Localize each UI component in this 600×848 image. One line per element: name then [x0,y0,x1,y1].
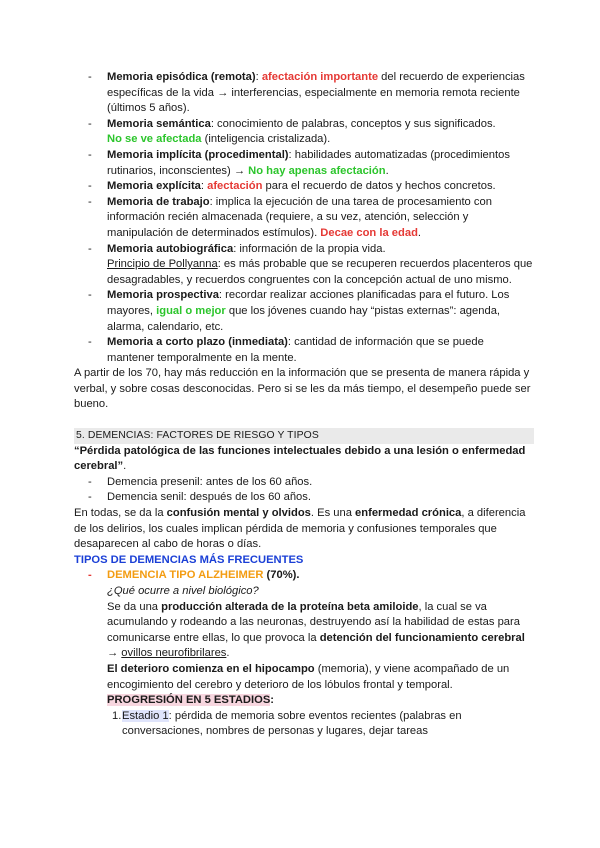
list-item: - Memoria a corto plazo (inmediata): cantidad de información que se puede mantener temporalmente en la mente. [88,336,484,364]
list-item: - Memoria semántica: conocimiento de palabras, conceptos y sus significados. No se ve afectada (inteligencia cristalizada). [88,117,496,146]
types-heading: TIPOS DE DEMENCIAS MÁS FRECUENTES [74,553,304,566]
section-heading: 5. DEMENCIAS: FACTORES DE RIESGO Y TIPOS [74,428,534,444]
alzheimer-paragraph-2: El deterioro comienza en el hipocampo (memoria), y viene acompañado de un encogimiento del cerebro y deterioro de los lóbulos frontal y temporal. [107,662,510,691]
confusion-paragraph: En todas, se da la confusión mental y olvidos. Es una enfermedad crónica, a diferencia de los delirios, los cuales implican pérdida de memoria y confusiones temporales que desaparecen al cabo de horas o días. [74,507,526,551]
biology-question: ¿Qué ocurre a nivel biológico? [107,585,259,597]
list-item: - Demencia senil: después de los 60 años. [88,491,311,504]
stage-item: 1. Estadio 1: pérdida de memoria sobre eventos recientes (palabras en conversaciones, nombres de personas y lugares, dejar tareas [112,709,462,738]
alzheimer-paragraph-1: Se da una producción alterada de la proteína beta amiloide, la cual se va acumulando y rodeando a las neuronas, destruyendo así la habilidad de estas para comunicarse entre ellas, lo que provoca la detención del funcionamiento cerebral → ovillos neurofibrilares. [107,600,525,660]
list-item: - Memoria episódica (remota): afectación importante del recuerdo de experiencias específicas de la vida → interferencias, especialmente en memoria remota reciente (últimos 5 años). [88,71,525,115]
list-item: - Memoria prospectiva: recordar realizar acciones planificadas para el futuro. Los mayores, igual o mejor que los jóvenes cuando hay “pistas externas”: agenda, alarma, calendario, etc. [88,289,510,333]
definition: “Pérdida patológica de las funciones intelectuales debido a una lesión o enfermedad cerebral”. [74,444,526,473]
list-item: - Memoria autobiográfica: información de la propia vida. Principio de Pollyanna: es más probable que se recuperen recuerdos placenteros que desagradables, y recuerdos congruentes con la concepción actual de uno mismo. [88,242,533,286]
list-item: - Demencia presenil: antes de los 60 años. [88,475,313,488]
progression-heading: PROGRESIÓN EN 5 ESTADIOS: [107,694,275,707]
list-item: - Memoria implícita (procedimental): habilidades automatizadas (procedimientos rutinarios, inconscientes) → No hay apenas afectación. [88,148,510,177]
alzheimer-item: - DEMENCIA TIPO ALZHEIMER (70%). [88,569,300,582]
paragraph-70: A partir de los 70, hay más reducción en la información que se presenta de manera rápida y verbal, y sobre cosas desconocidas. Pero si se les da más tiempo, el desempeño puede ser bueno. [74,367,531,411]
page-content [74,70,534,740]
list-item: - Memoria explícita: afectación para el recuerdo de datos y hechos concretos. [88,180,496,193]
list-item: - Memoria de trabajo: implica la ejecución de una tarea de procesamiento con información recién almacenada (requiere, a su vez, atención, selección y manipulación de determinados estímulos). Decae con la edad. [88,195,492,239]
alzheimer-body [74,584,534,709]
